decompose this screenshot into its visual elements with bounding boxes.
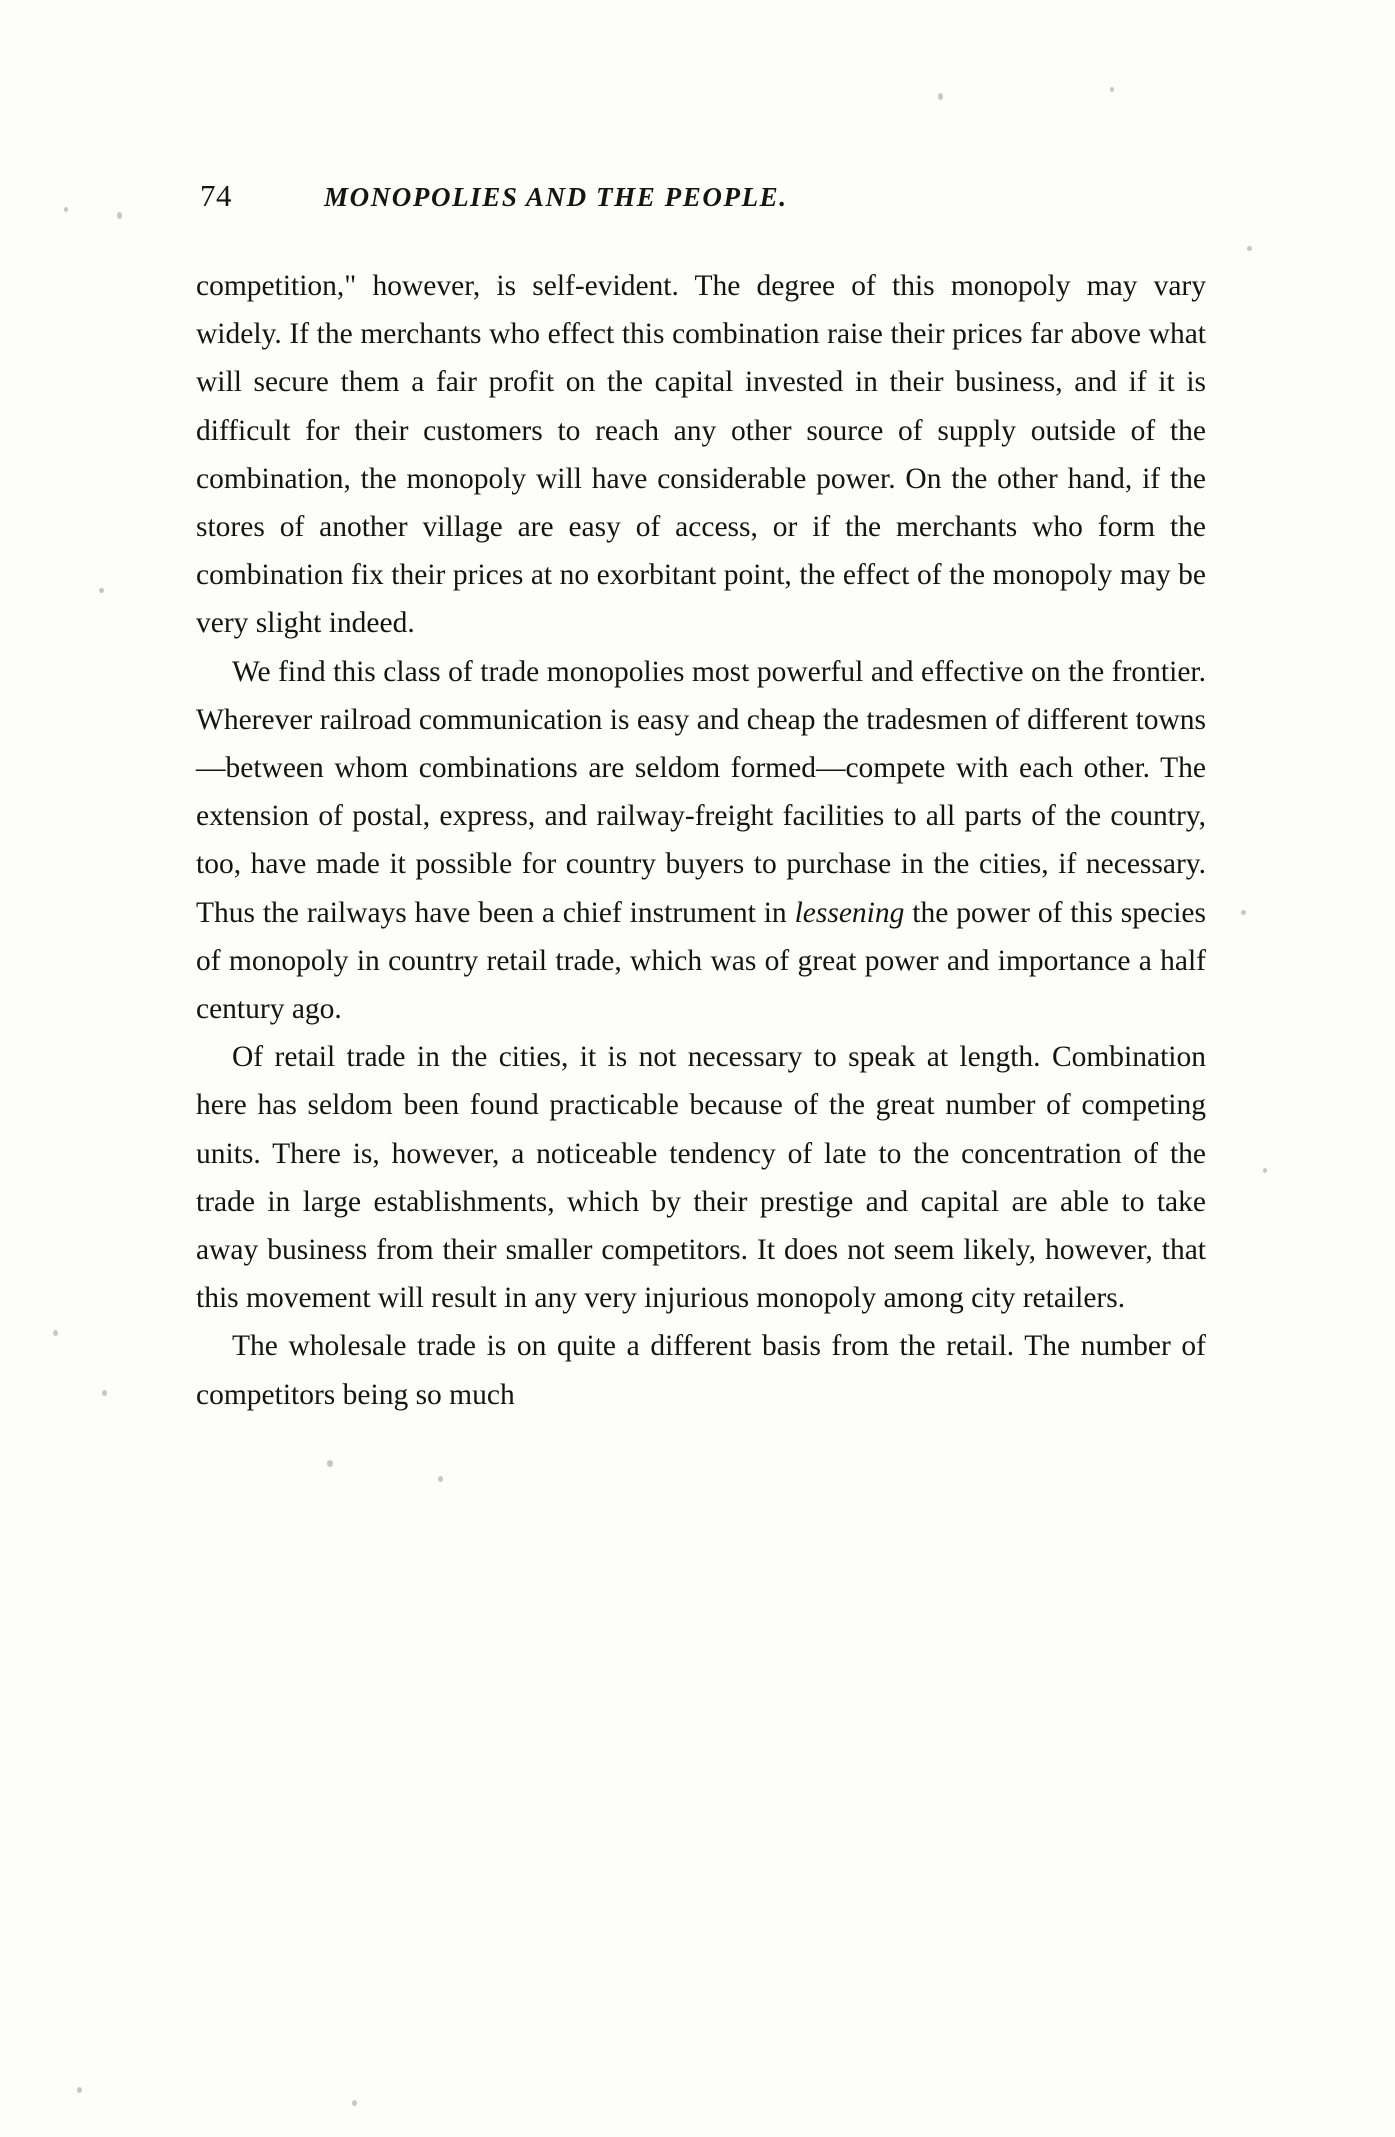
scan-speck — [438, 1476, 443, 1482]
scan-speck — [53, 1330, 58, 1336]
paragraph-text-tail: the power of this species of monopoly in country retail trade, which was of great power and importance a half century ago. — [196, 896, 1206, 1026]
scan-speck — [327, 1460, 333, 1467]
scan-speck — [117, 212, 122, 219]
emphasis-lessening: lessening — [794, 896, 905, 929]
scan-speck — [99, 588, 104, 593]
running-head: MONOPOLIES AND THE PEOPLE. — [324, 182, 788, 212]
scan-speck — [352, 2100, 357, 2106]
scan-speck — [77, 2087, 82, 2093]
scan-speck — [1247, 246, 1252, 251]
scan-speck — [64, 207, 68, 212]
page-header — [200, 178, 1200, 218]
page-number: 74 — [200, 178, 232, 213]
paragraph: The wholesale trade is on quite a different basis from the retail. The number of competitors being so much — [196, 1330, 1206, 1411]
paragraph — [196, 648, 1206, 1034]
scan-speck — [1110, 87, 1114, 92]
paragraph-text-lead: We find this class of trade monopolies most powerful and effective on the frontier. Wherever railroad communication is easy and cheap the tradesmen of different towns—between whom combinations are seldom formed—compete with each other. The extension of postal, express, and railway-freight facilities to all parts of the country, too, have made it possible for country buyers to purchase in the cities, if necessary. Thus the railways have been a chief instrument in — [196, 655, 1206, 929]
paragraph: Of retail trade in the cities, it is not necessary to speak at length. Combination here has seldom been found practicable because of the great number of competing units. There is, however, a noticeable tendency of late to the concentration of the trade in large establishments, which by their prestige and capital are able to take away business from their smaller competitors. It does not seem likely, however, that this movement will result in any very injurious monopoly among city retailers. — [196, 1041, 1206, 1315]
body-text — [196, 262, 1206, 1419]
paragraph: competition," however, is self-evident. The degree of this monopoly may vary widely. If the merchants who effect this combination raise their prices far above what will secure them a fair profit on the capital invested in their business, and if it is difficult for their customers to reach any other source of supply outside of the combination, the monopoly will have considerable power. On the other hand, if the stores of another village are easy of access, or if the merchants who form the combination fix their prices at no exorbitant point, the effect of the monopoly may be very slight indeed. — [196, 270, 1206, 640]
scan-speck — [938, 93, 943, 100]
scan-speck — [1263, 1168, 1267, 1173]
scan-speck — [1241, 910, 1246, 915]
scan-speck — [102, 1390, 107, 1396]
